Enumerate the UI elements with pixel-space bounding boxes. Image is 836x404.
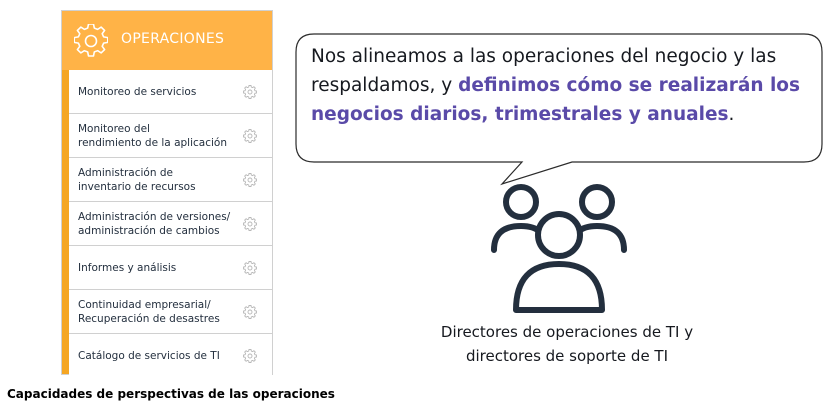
- capability-label: Administración de inventario de recursos: [78, 166, 196, 193]
- gear-icon: [243, 349, 257, 363]
- capability-item-resource-inventory[interactable]: [69, 158, 272, 202]
- gear-icon: [74, 24, 108, 58]
- gear-icon: [243, 173, 257, 187]
- bubble-text-plain: Nos alineamos a las operaciones del negocio y las respaldamos, y: [311, 46, 777, 96]
- capability-item-business-continuity[interactable]: [69, 290, 272, 334]
- gear-icon: [243, 129, 257, 143]
- capability-item-reporting[interactable]: [69, 246, 272, 290]
- people-caption-line2: directores de soporte de TI: [465, 347, 669, 365]
- capability-item-release-change[interactable]: [69, 202, 272, 246]
- capability-item-app-performance[interactable]: [69, 114, 272, 158]
- operations-panel: [61, 10, 273, 375]
- people-group-icon: [488, 180, 630, 314]
- gear-icon: [243, 217, 257, 231]
- bubble-text-highlight: definimos cómo se realizarán los negocios diarios, trimestrales y anuales: [311, 75, 801, 125]
- panel-caption: Capacidades de perspectivas de las operaciones: [7, 387, 335, 401]
- bubble-text: [311, 42, 816, 129]
- capability-item-service-monitoring[interactable]: [69, 70, 272, 114]
- panel-title: OPERACIONES: [121, 31, 225, 47]
- capability-label: Monitoreo de servicios: [78, 85, 197, 98]
- gear-icon: [243, 85, 257, 99]
- capability-label: Informes y análisis: [78, 261, 177, 274]
- panel-header: [62, 11, 272, 70]
- capability-item-it-service-catalog[interactable]: [69, 334, 272, 378]
- capability-list: [69, 70, 272, 378]
- capability-label: Monitoreo del rendimiento de la aplicación: [78, 122, 227, 149]
- gear-icon: [243, 305, 257, 319]
- gear-icon: [243, 261, 257, 275]
- capability-label: Catálogo de servicios de TI: [78, 350, 220, 362]
- people-caption-line1: Directores de operaciones de TI y: [440, 323, 694, 341]
- capability-label: Administración de versiones/ administración de cambios: [78, 210, 231, 237]
- capability-label: Continuidad empresarial/ Recuperación de desastres: [78, 298, 220, 325]
- bubble-text-end: .: [728, 104, 735, 125]
- people-caption: [400, 320, 734, 368]
